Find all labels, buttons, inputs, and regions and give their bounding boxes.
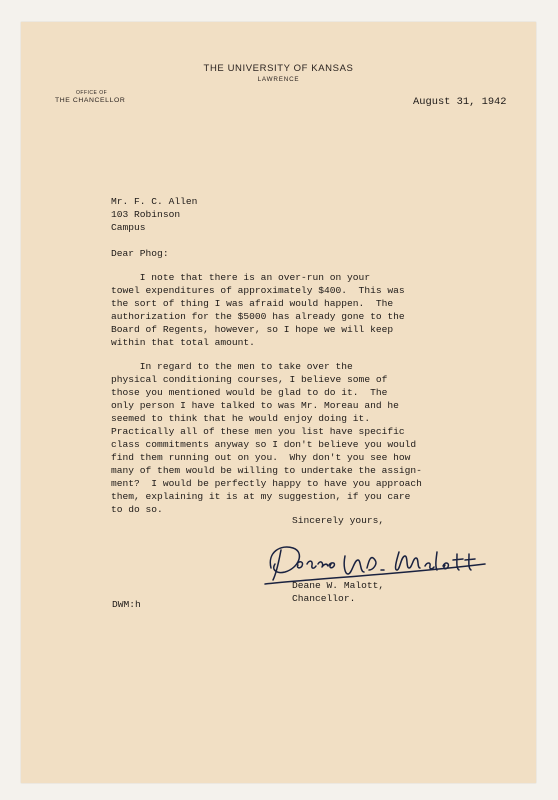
signer-title: Chancellor.: [292, 593, 356, 604]
body-line: to do so.: [111, 504, 163, 515]
body-line: only person I have talked to was Mr. Moreau and he: [111, 400, 399, 411]
salutation: Dear Phog:: [111, 248, 169, 259]
body-line: those you mentioned would be glad to do it. The: [111, 387, 388, 398]
body-line: within that total amount.: [111, 337, 255, 348]
body-line: In regard to the men to take over the: [111, 361, 353, 372]
typist-initials: DWM:h: [112, 599, 141, 610]
body-line: I note that there is an over-run on your: [111, 272, 371, 283]
body-line: authorization for the $5000 has already gone to the: [111, 311, 405, 322]
body-line: class commitments anyway so I don't believe you would: [111, 439, 417, 450]
letter-date: August 31, 1942: [413, 96, 507, 108]
body-line: the sort of thing I was afraid would happen. The: [111, 298, 394, 309]
recipient-office: 103 Robinson: [111, 209, 181, 220]
recipient-location: Campus: [111, 222, 146, 233]
body-line: ment? I would be perfectly happy to have you approach: [111, 478, 422, 489]
body-line: seemed to think that he would enjoy doing it.: [111, 413, 371, 424]
body-line: many of them would be willing to undertake the assign-: [111, 465, 422, 476]
recipient-name: Mr. F. C. Allen: [111, 196, 198, 207]
letterhead-city: LAWRENCE: [257, 76, 300, 83]
body-line: towel expenditures of approximately $400. This was: [111, 285, 405, 296]
body-line: Practically all of these men you list have specific: [111, 426, 405, 437]
body-line: them, explaining it is at my suggestion, if you care: [111, 491, 411, 502]
body-line: physical conditioning courses, I believe some of: [111, 374, 388, 385]
closing: Sincerely yours,: [292, 515, 385, 526]
signer-name: Deane W. Malott,: [292, 580, 385, 591]
body-line: Board of Regents, however, so I hope we will keep: [111, 324, 394, 335]
letterhead-university: THE UNIVERSITY OF KANSAS: [203, 63, 354, 74]
letterhead-office: THE CHANCELLOR: [55, 97, 126, 104]
body-line: find them running out on you. Why don't you see how: [111, 452, 411, 463]
letterhead-office-of: OFFICE OF: [76, 90, 108, 96]
letter-sheet: [21, 22, 536, 783]
